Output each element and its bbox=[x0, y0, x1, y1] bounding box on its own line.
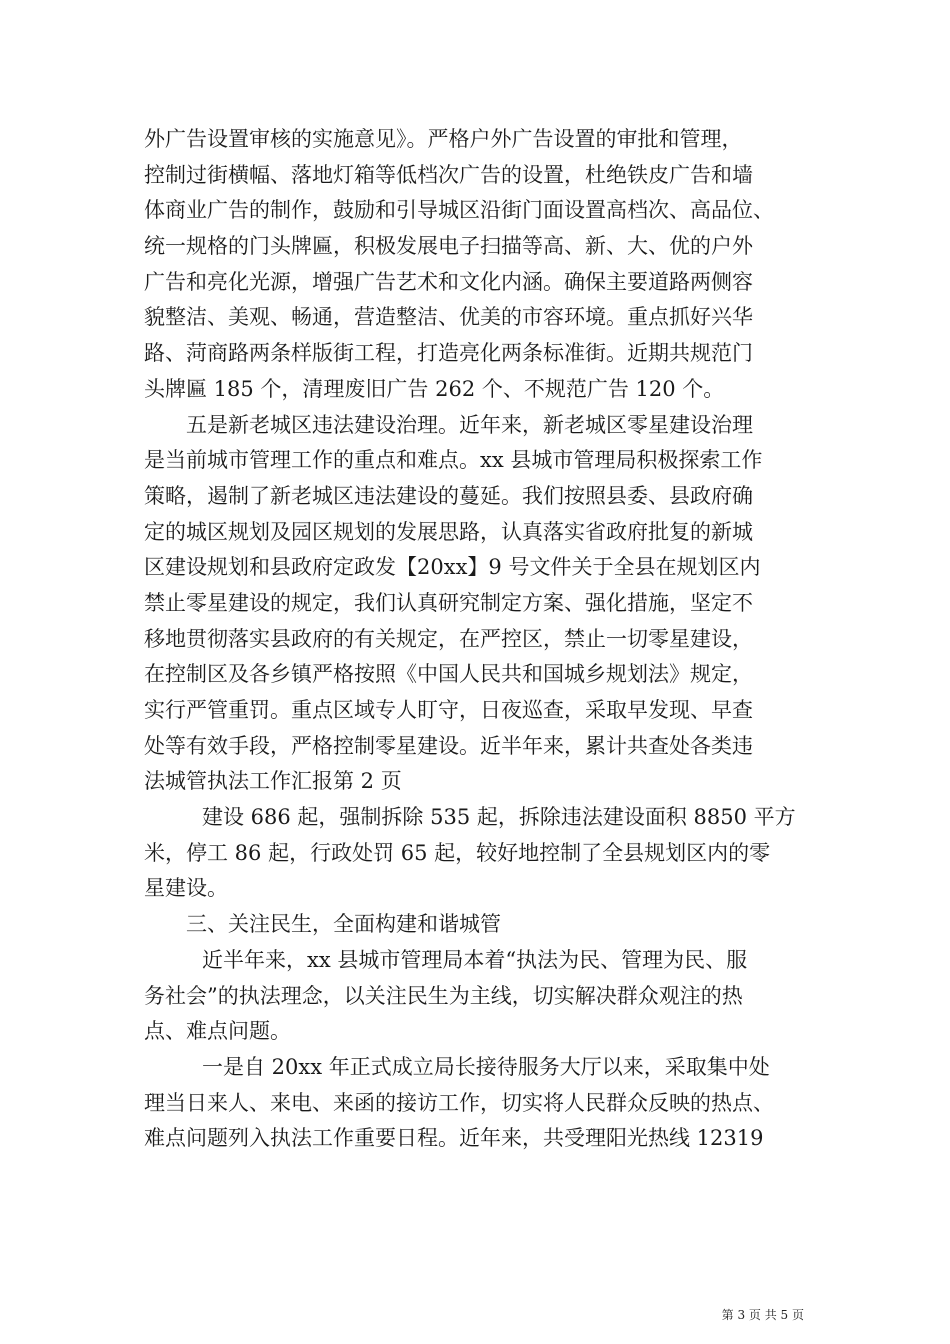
text-line: 区建设规划和县政府定政发【20xx】9 号文件关于全县在规划区内 bbox=[144, 555, 761, 580]
text-line: 路、菏商路两条样版街工程，打造亮化两条标准街。近期共规范门 bbox=[144, 341, 753, 366]
text-line: 星建设。 bbox=[144, 876, 228, 901]
text-line: 在控制区及各乡镇严格按照《中国人民共和国城乡规划法》规定， bbox=[144, 662, 753, 687]
text-line: 禁止零星建设的规定，我们认真研究制定方案、强化措施，坚定不 bbox=[144, 590, 753, 615]
text-line: 貌整洁、美观、畅通，营造整洁、优美的市容环境。重点抓好兴华 bbox=[144, 305, 753, 330]
page-number-footer: 第 3 页 共 5 页 bbox=[721, 1308, 804, 1322]
text-line: 务社会”的执法理念，以关注民生为主线，切实解决群众观注的热 bbox=[144, 983, 743, 1008]
text-line: 五是新老城区违法建设治理。近年来，新老城区零星建设治理 bbox=[186, 412, 753, 437]
text-line: 一是自 20xx 年正式成立局长接待服务大厅以来，采取集中处 bbox=[202, 1054, 770, 1079]
text-line: 移地贯彻落实县政府的有关规定，在严控区，禁止一切零星建设， bbox=[144, 626, 753, 651]
text-line: 法城管执法工作汇报第 2 页 bbox=[144, 769, 402, 794]
text-line: 点、难点问题。 bbox=[144, 1019, 291, 1044]
text-line: 近半年来，xx 县城市管理局本着“执法为民、管理为民、服 bbox=[202, 947, 748, 972]
text-line: 理当日来人、来电、来函的接访工作，切实将人民群众反映的热点、 bbox=[144, 1090, 774, 1115]
text-line: 头牌匾 185 个，清理废旧广告 262 个、不规范广告 120 个。 bbox=[144, 376, 725, 401]
text-line: 米，停工 86 起，行政处罚 65 起，较好地控制了全县规划区内的零 bbox=[144, 840, 771, 865]
text-line: 处等有效手段，严格控制零星建设。近半年来，累计共查处各类违 bbox=[144, 733, 753, 758]
text-line: 建设 686 起，强制拆除 535 起，拆除违法建设面积 8850 平方 bbox=[202, 805, 796, 830]
document-body bbox=[144, 124, 812, 1159]
text-line: 策略，遏制了新老城区违法建设的蔓延。我们按照县委、县政府确 bbox=[144, 483, 753, 508]
text-line: 统一规格的门头牌匾，积极发展电子扫描等高、新、大、优的户外 bbox=[144, 234, 753, 259]
text-line: 三、关注民生，全面构建和谐城管 bbox=[186, 912, 501, 937]
text-line: 控制过街横幅、落地灯箱等低档次广告的设置，杜绝铁皮广告和墙 bbox=[144, 162, 753, 187]
text-line: 广告和亮化光源，增强广告艺术和文化内涵。确保主要道路两侧容 bbox=[144, 269, 753, 294]
text-line: 定的城区规划及园区规划的发展思路，认真落实省政府批复的新城 bbox=[144, 519, 753, 544]
text-line: 外广告设置审核的实施意见》。严格户外广告设置的审批和管理， bbox=[144, 127, 743, 151]
text-line: 体商业广告的制作，鼓励和引导城区沿街门面设置高档次、高品位、 bbox=[144, 198, 774, 223]
text-line: 实行严管重罚。重点区域专人盯守，日夜巡查，采取早发现、早查 bbox=[144, 698, 753, 722]
text-line: 是当前城市管理工作的重点和难点。xx 县城市管理局积极探索工作 bbox=[144, 448, 763, 473]
text-line: 难点问题列入执法工作重要日程。近年来，共受理阳光热线 12319 bbox=[144, 1126, 764, 1151]
